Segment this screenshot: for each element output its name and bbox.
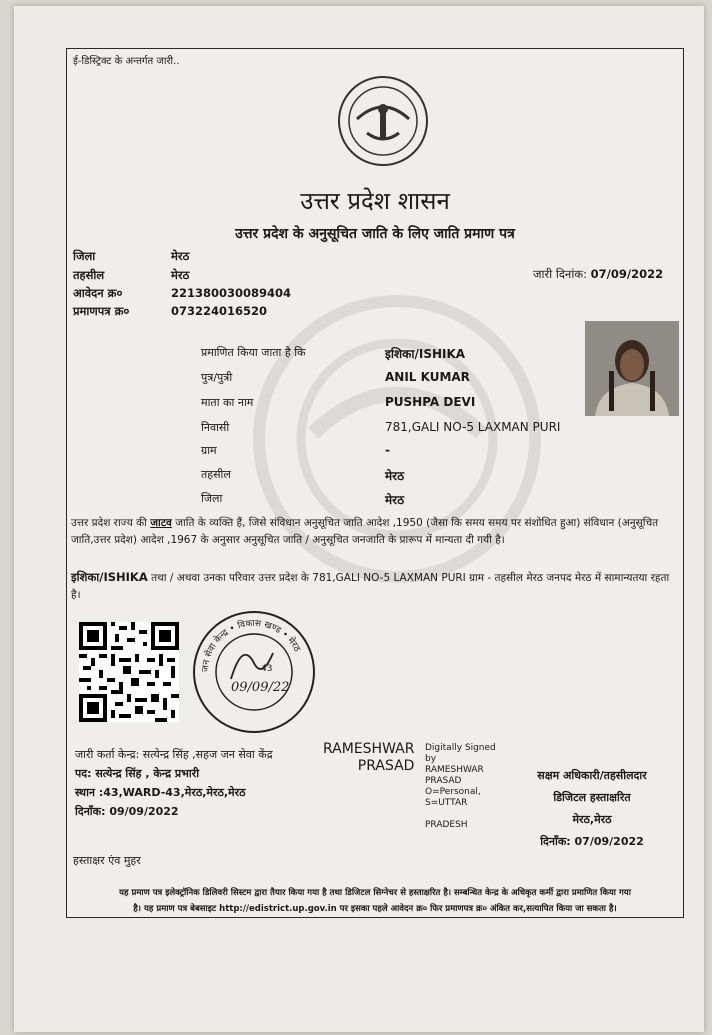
header-note: ई-डिस्ट्रिक्ट के अन्तर्गत जारी.. (73, 56, 180, 67)
statement-text: जाति के व्यक्ति हैं, जिसे संविधान अनुसूचित जाति आदेश ,1950 (जैसा कि समय समय पर संशोधित हुआ) संविधान (अनुसूचित जाति,उत्तर प्रदेश) आदेश ,1967 के अनुसार अनुसूचित जाति / अनुसूचित जनजाति के प्रारूप में मान्यता दी गयी है। (71, 517, 659, 546)
detail-value: मेरठ (385, 469, 405, 483)
stamp-handwritten-date: 09/09/22 (231, 680, 290, 695)
page-title: उत्तर प्रदेश शासन (300, 187, 450, 215)
detail-value: इशिका/ISHIKA (385, 347, 466, 361)
signature-seal-label: हस्ताक्षर एंव मुहर (73, 854, 141, 867)
residence-text: तथा / अथवा उनका परिवार उत्तर प्रदेश के 781,GALI NO-5 LAXMAN PURI ग्राम - तहसील मेरठ जनपद मेरठ में सामान्यतया रहता है। (71, 572, 670, 601)
detail-value: मेरठ (385, 493, 405, 507)
issue-date-value: 07/09/2022 (590, 267, 664, 281)
issuer-center: जारी कर्ता केन्द्र: सत्येन्द्र सिंह ,सहज जन सेवा केंद्र (75, 748, 273, 761)
application-label: आवेदन क्र० (73, 286, 123, 300)
detail-label: ग्राम (201, 444, 217, 457)
certificate-subtitle: उत्तर प्रदेश के अनुसूचित जाति के लिए जाति प्रमाण पत्र (235, 226, 515, 242)
residence-statement (71, 569, 677, 604)
detail-label: माता का नाम (201, 396, 254, 409)
stamp-number: 43 (261, 664, 273, 674)
footer-line: यह प्रमाण पत्र इलेक्ट्रॉनिक डिलिवरी सिस्टम द्वारा तैयार किया गया है तथा डिजिटल सिग्नेचर से हस्ताक्षरित है। सम्बन्धित केन्द्र के अधिकृत कर्मी द्वारा प्रमाणित किया गया (119, 888, 631, 898)
qr-code (79, 622, 179, 722)
issue-date (533, 267, 663, 282)
detail-label: तहसील (201, 468, 231, 481)
authority-signed: डिजिटल हस्ताक्षरित (553, 791, 631, 804)
signature-detail-line: RAMESHWAR (425, 765, 484, 775)
applicant-photo (585, 321, 679, 416)
signature-detail-line: PRADESH (425, 820, 468, 830)
authority-block (517, 765, 667, 853)
signer-name-line: PRASAD (357, 758, 415, 774)
detail-label: जिला (201, 492, 223, 505)
signature-detail-line: S=UTTAR (425, 798, 468, 808)
detail-label: पुत्र/पुत्री (201, 371, 233, 384)
footer-note (73, 885, 677, 917)
authority-date: दिनाँक: 07/09/2022 (540, 835, 644, 848)
official-stamp (191, 609, 317, 735)
certificate-paper (14, 6, 704, 1032)
issuer-block (75, 745, 273, 821)
signature-detail-line: Digitally Signed (425, 743, 496, 753)
issuer-post: पद: सत्येन्द्र सिंह , केन्द्र प्रभारी (75, 767, 200, 780)
issuer-place: स्थान :43,WARD-43,मेरठ,मेरठ,मेरठ (75, 786, 246, 799)
up-government-emblem (337, 75, 429, 167)
tehsil-value: मेरठ (171, 268, 190, 282)
detail-label: प्रमाणित किया जाता है कि (201, 346, 306, 359)
certificate-number: 073224016520 (171, 304, 268, 318)
detail-label: निवासी (201, 421, 230, 434)
detail-value: PUSHPA DEVI (385, 395, 476, 409)
digital-signer-name (323, 741, 414, 775)
caste-name: जाटव (150, 517, 172, 529)
signature-detail-line (425, 809, 496, 820)
signature-detail-line: by (425, 754, 437, 764)
certificate-label: प्रमाणपत्र क्र० (73, 304, 130, 318)
footer-line: है। यह प्रमाण पत्र बेबसाइट http://edistrict.up.gov.in पर इसका पहले आवेदन क्र० फिर प्रमाणपत्र क्र० अंकित कर,सत्यापित किया जा सकता है। (133, 904, 617, 914)
issuer-date: दिनाँक: 09/09/2022 (75, 805, 179, 818)
tehsil-label: तहसील (73, 268, 105, 282)
issue-date-label: जारी दिनांक: (533, 267, 588, 281)
district-label: जिला (73, 249, 96, 263)
statement-text: उत्तर प्रदेश राज्य की (71, 517, 151, 529)
signature-detail-line: O=Personal, (425, 787, 481, 797)
stamp-ring-text: जन सेवा केन्द्र • विकास खण्ड • मेरठ (200, 618, 302, 673)
detail-value: - (385, 443, 390, 457)
authority-title: सक्षम अधिकारी/तहसीलदार (537, 769, 647, 782)
detail-value: ANIL KUMAR (385, 370, 470, 384)
applicant-name: इशिका/ISHIKA (71, 570, 148, 584)
certificate-frame (66, 48, 684, 918)
detail-value: 781,GALI NO-5 LAXMAN PURI (385, 420, 561, 434)
caste-statement (71, 515, 677, 549)
signer-name-line: RAMESHWAR (323, 741, 415, 757)
authority-place: मेरठ,मेरठ (572, 813, 612, 826)
application-number: 221380030089404 (171, 286, 292, 300)
signature-detail-line: PRASAD (425, 776, 462, 786)
digital-signature-details (425, 743, 496, 831)
district-value: मेरठ (171, 249, 190, 263)
